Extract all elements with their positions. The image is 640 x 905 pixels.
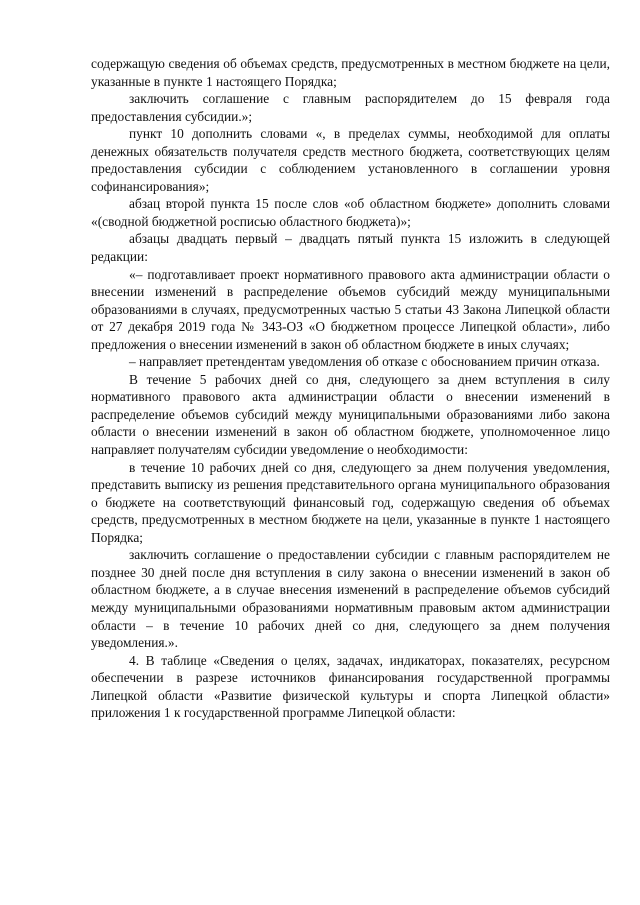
paragraph-1: содержащую сведения об объемах средств, предусмотренных в местном бюджете на цели, указанные в пункте 1 настоящего Порядка;: [91, 56, 610, 89]
paragraph-3: пункт 10 дополнить словами «, в пределах суммы, необходимой для оплаты денежных обязательств получателя средств местного бюджета, соответствующих целям предоставления субсидии с соблюдением установленного в соглашении уровня софинансирования»;: [91, 126, 610, 194]
paragraph-9: в течение 10 рабочих дней со дня, следующего за днем получения уведомления, представить выписку из решения представительного органа муниципального образования о бюджете на соответствующий финансовый год, содержащую сведения об объемах средств, предусмотренных в местном бюджете на цели, указанные в пункте 1 настоящего Порядка;: [91, 459, 610, 545]
paragraph-11: 4. В таблице «Сведения о целях, задачах, индикаторах, показателях, ресурсном обеспечении в разрезе источников финансирования государственной программы Липецкой области «Развитие физической культуры и спорта Липецкой области» приложения 1 к государственной программе Липецкой области:: [91, 652, 610, 721]
paragraph-5: абзацы двадцать первый – двадцать пятый пункта 15 изложить в следующей редакции:: [91, 231, 610, 265]
paragraph-4: абзац второй пункта 15 после слов «об областном бюджете» дополнить словами «(сводной бюджетной росписью областного бюджета)»;: [91, 196, 610, 229]
paragraph-8: В течение 5 рабочих дней со дня, следующего за днем вступления в силу нормативного правового акта администрации области о внесении изменений в распределение объемов субсидий между муниципальными образованиями либо закона области о внесении изменений в закон об областном бюджете, уполномоченное лицо направляет получателям субсидии уведомление о необходимости:: [91, 371, 610, 458]
paragraph-7: – направляет претендентам уведомления об отказе с обоснованием причин отказа.: [129, 354, 600, 370]
document-page: [91, 55, 610, 722]
paragraph-2: заключить соглашение с главным распорядителем до 15 февраля года предоставления субсидии.»;: [91, 91, 610, 124]
paragraph-10: заключить соглашение о предоставлении субсидии с главным распорядителем не позднее 30 дней после дня вступления в силу закона о внесении изменений в закон об областном бюджете, а в случае внесения изменений в распределение объемов субсидий между муниципальными образованиями нормативным правовым актом администрации области – в течение 10 рабочих дней со дня, следующего за днем получения уведомления.».: [91, 547, 610, 651]
paragraph-6: «– подготавливает проект нормативного правового акта администрации области о внесении изменений в распределение объемов субсидий между муниципальными образованиями в случаях, предусмотренных частью 5 статьи 43 Закона Липецкой области от 27 декабря 2019 года № 343-ОЗ «О бюджетном процессе Липецкой области», либо предложения о внесении изменений в закон об областном бюджете в иных случаях;: [91, 266, 610, 352]
